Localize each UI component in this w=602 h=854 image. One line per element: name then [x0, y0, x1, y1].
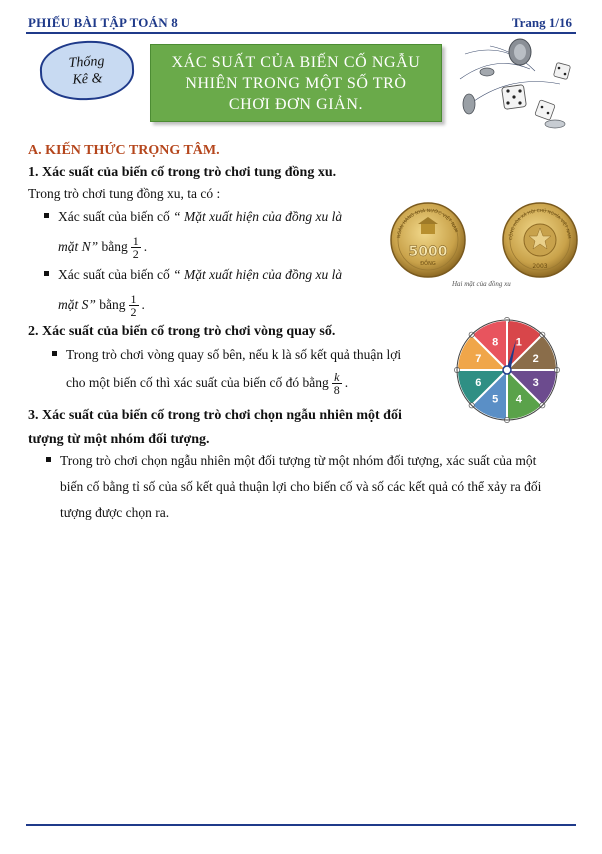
bullet1-eq: bằng [101, 239, 128, 254]
bullet2-pre: Xác suất của biến cố [58, 267, 170, 282]
bullet1-end: . [143, 239, 148, 254]
coin-front-unit: ĐỒNG [420, 261, 436, 267]
bullet-marker [52, 351, 57, 356]
coin-caption: Hai mặt của đồng xu [452, 280, 511, 288]
coin-front-legend: NGÂN HÀNG NHÀ NƯỚC VIỆT NAM [397, 208, 458, 239]
part1-bullet-1 [44, 204, 384, 260]
coin-faces-figure [388, 200, 584, 282]
bullet1-pre: Xác suất của biến cố [58, 209, 170, 224]
section-a-heading: A. KIẾN THỨC TRỌNG TÂM. [28, 143, 220, 158]
frac-den: 2 [130, 305, 137, 320]
footer-rule [26, 824, 576, 826]
fraction-one-half [131, 235, 141, 260]
lesson-title-banner [150, 44, 442, 122]
part3-heading-line-2: tượng từ một nhóm đối tượng. [28, 432, 210, 447]
bullet2-end: . [141, 297, 145, 312]
bullet-marker [44, 271, 49, 276]
part3-bullet [46, 448, 581, 526]
wheel-number-4: 4 [515, 393, 522, 406]
part2-bullet [52, 342, 452, 396]
part2-heading: 2. Xác suất của biến cố trong trò chơi vòng quay số. [28, 324, 336, 339]
part1-heading: 1. Xác suất của biến cố trong trò chơi tung đồng xu. [28, 165, 337, 180]
part2-line-2: cho một biến cố thì xác suất của biến cố đó bằng [66, 375, 329, 390]
bullet2-cont: mặt S” [58, 297, 96, 312]
part3-line-1: Trong trò chơi chọn ngẫu nhiên một đối tượng từ một nhóm đối tượng, xác suất của một [60, 453, 537, 468]
coin-back-legend: CỘNG HÒA XÃ HỘI CHỦ NGHĨA VIỆT NAM [507, 207, 573, 241]
banner-line-3: CHƠI ĐƠN GIẢN. [228, 95, 364, 113]
frac-den: 2 [132, 247, 139, 262]
wheel-number-6: 6 [475, 376, 482, 389]
frac-den: 8 [333, 383, 340, 398]
wheel-number-7: 7 [475, 353, 482, 366]
frac-num: 1 [132, 234, 139, 249]
wheel-number-3: 3 [532, 376, 539, 389]
part1-bullet-2 [44, 262, 384, 318]
part1-intro: Trong trò chơi tung đồng xu, ta có : [28, 186, 221, 201]
page-number: Trang 1/16 [511, 15, 572, 30]
part2-end: . [344, 375, 349, 390]
coin-back [503, 203, 577, 277]
badge-line-2: Kê & [72, 70, 103, 88]
bullet1-quote: “ Mặt xuất hiện của đồng xu là [173, 209, 343, 224]
badge-line-1: Thống [68, 53, 105, 71]
part3-line-3: tượng được chọn ra. [60, 505, 170, 520]
coin-front [391, 203, 465, 277]
wheel-number-1: 1 [515, 336, 522, 349]
banner-line-2: NHIÊN TRONG MỘT SỐ TRÒ [185, 74, 407, 92]
worksheet-title: PHIẾU BÀI TẬP TOÁN 8 [28, 15, 178, 30]
wheel-number-2: 2 [532, 353, 539, 366]
part3-heading [28, 404, 588, 452]
fraction-k-over-8 [332, 371, 342, 396]
bullet-marker [46, 457, 51, 462]
coin-back-year: 2003 [532, 263, 548, 270]
bullet-marker [44, 213, 49, 218]
frac-num: k [332, 371, 342, 384]
fraction-one-half [129, 293, 139, 318]
banner-line-1: XÁC SUẤT CỦA BIẾN CỐ NGẪU [171, 53, 421, 71]
part3-line-2: biến cố bằng tỉ số của số kết quả thuận lợi cho biến cố và số các kết quả có thể xảy ra đối [60, 479, 542, 494]
frac-num: 1 [130, 292, 137, 307]
part2-line-1: Trong trò chơi vòng quay số bên, nếu k là số kết quả thuận lợi [66, 347, 402, 362]
wheel-hub [503, 366, 511, 374]
bullet2-eq: bằng [99, 297, 126, 312]
wheel-number-8: 8 [492, 336, 499, 349]
bullet1-cont: mặt N” [58, 239, 99, 254]
dice-coins-illustration [455, 34, 575, 130]
coin-front-value: 5000 [408, 244, 448, 260]
bullet2-quote: “ Mặt xuất hiện của đồng xu là [173, 267, 343, 282]
part3-heading-line-1: 3. Xác suất của biến cố trong trò chơi chọn ngẫu nhiên một đối [28, 408, 402, 423]
topic-badge [39, 39, 136, 103]
wheel-number-5: 5 [492, 393, 499, 406]
